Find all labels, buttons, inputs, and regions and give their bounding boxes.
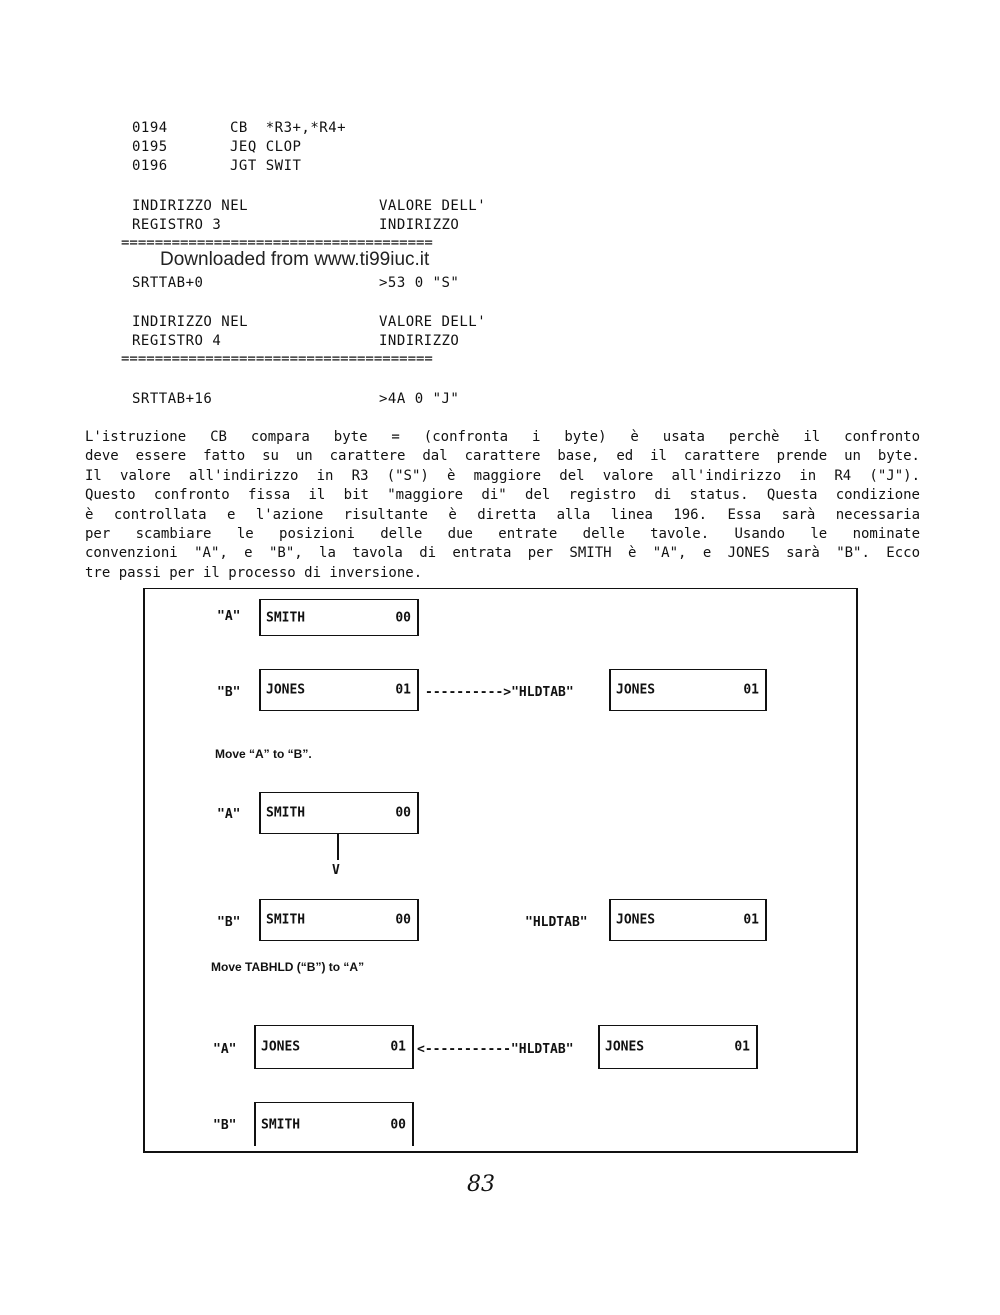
- step-caption: Move “A” to “B”.: [215, 747, 312, 761]
- step-caption: Move TABHLD (“B”) to “A”: [211, 960, 365, 974]
- entry-label-b: "B": [217, 685, 241, 700]
- instruction: CB *R3+,*R4+: [230, 120, 347, 136]
- paragraph-line: Il valore all'indirizzo in R3 ("S") è maggiore del valore all'indirizzo in R4 ("J").: [85, 467, 920, 484]
- paragraph-line: convenzioni "A", e "B", la tavola di entrata per SMITH è "A", e JONES sarà "B". Ecco: [85, 545, 920, 562]
- instruction: JEQ CLOP: [230, 139, 302, 155]
- table-header-right: VALORE DELL': [379, 198, 487, 214]
- hldtab-box: [609, 899, 767, 941]
- table-cell: >53 0 "S": [379, 275, 460, 291]
- entry-label-a: "A": [217, 807, 241, 822]
- line-number: 0194: [132, 120, 168, 136]
- entry-code: 00: [395, 610, 411, 625]
- hldtab-box: [609, 669, 767, 711]
- entry-label-b: "B": [217, 915, 241, 930]
- entry-name: JONES: [605, 1039, 645, 1055]
- entry-name: JONES: [616, 682, 656, 698]
- table-entry-box: [259, 599, 419, 636]
- table-cell: >4A 0 "J": [379, 391, 460, 407]
- table-cell: SRTTAB+0: [132, 275, 204, 291]
- table-entry-box: [254, 1025, 414, 1069]
- entry-code: 01: [734, 1039, 750, 1055]
- table-header-right: VALORE DELL': [379, 314, 487, 330]
- table-header-right: INDIRIZZO: [379, 333, 460, 349]
- entry-label-b: "B": [213, 1118, 237, 1133]
- entry-code: 00: [395, 912, 411, 928]
- entry-code: 00: [390, 1117, 406, 1132]
- table-rule: =====================================: [121, 354, 433, 366]
- entry-code: 01: [743, 682, 759, 698]
- arrow-from-hldtab: <-----------"HLDTAB": [417, 1042, 574, 1057]
- table-entry-box: [259, 792, 419, 834]
- paragraph-line: tre passi per il processo di inversione.: [85, 564, 423, 581]
- line-number: 0196: [132, 158, 168, 174]
- down-arrow-shaft: [337, 834, 339, 860]
- entry-label-a: "A": [213, 1042, 237, 1057]
- table-header-right: INDIRIZZO: [379, 217, 460, 233]
- entry-code: 00: [395, 805, 411, 821]
- entry-code: 01: [395, 682, 411, 698]
- swap-diagram: [143, 588, 858, 1153]
- table-cell: SRTTAB+16: [132, 391, 213, 407]
- body-paragraph: [85, 428, 920, 583]
- table-entry-box: [259, 899, 419, 941]
- table-entry-box: [254, 1102, 414, 1146]
- entry-name: JONES: [261, 1039, 301, 1055]
- instruction: JGT SWIT: [230, 158, 302, 174]
- paragraph-line: Questo confronto fissa il bit "maggiore di" del registro di status. Questa condizione: [85, 487, 920, 504]
- page-number: 83: [467, 1172, 495, 1197]
- table-entry-box: [259, 669, 419, 711]
- arrow-to-hldtab: ---------->"HLDTAB": [425, 685, 574, 700]
- download-watermark: Downloaded from www.ti99iuc.it: [160, 249, 430, 270]
- entry-name: SMITH: [266, 805, 306, 821]
- down-arrow-icon: V: [332, 863, 340, 878]
- hldtab-label: "HLDTAB": [525, 915, 588, 930]
- table-header-left: INDIRIZZO NEL: [132, 198, 249, 214]
- entry-label-a: "A": [217, 609, 241, 624]
- entry-code: 01: [390, 1039, 406, 1055]
- entry-name: SMITH: [261, 1117, 301, 1132]
- table-rule: =====================================: [121, 238, 433, 250]
- entry-name: SMITH: [266, 610, 306, 625]
- table-header-left: REGISTRO 3: [132, 217, 222, 233]
- paragraph-line: L'istruzione CB compara byte = (confronta i byte) è usata perchè il confronto: [85, 429, 920, 445]
- paragraph-line: deve essere fatto su un carattere dal carattere base, ed il carattere prende un byte.: [85, 448, 920, 465]
- entry-name: JONES: [616, 912, 656, 928]
- hldtab-box: [598, 1025, 758, 1069]
- entry-name: JONES: [266, 682, 306, 698]
- paragraph-line: per scambiare le posizioni delle due entrate delle tavole. Usando le nominate: [85, 525, 920, 542]
- table-header-left: REGISTRO 4: [132, 333, 222, 349]
- table-header-left: INDIRIZZO NEL: [132, 314, 249, 330]
- paragraph-line: è controllata e l'azione risultante è diretta alla linea 196. Essa sarà necessaria: [85, 506, 920, 523]
- line-number: 0195: [132, 139, 168, 155]
- entry-name: SMITH: [266, 912, 306, 928]
- entry-code: 01: [743, 912, 759, 928]
